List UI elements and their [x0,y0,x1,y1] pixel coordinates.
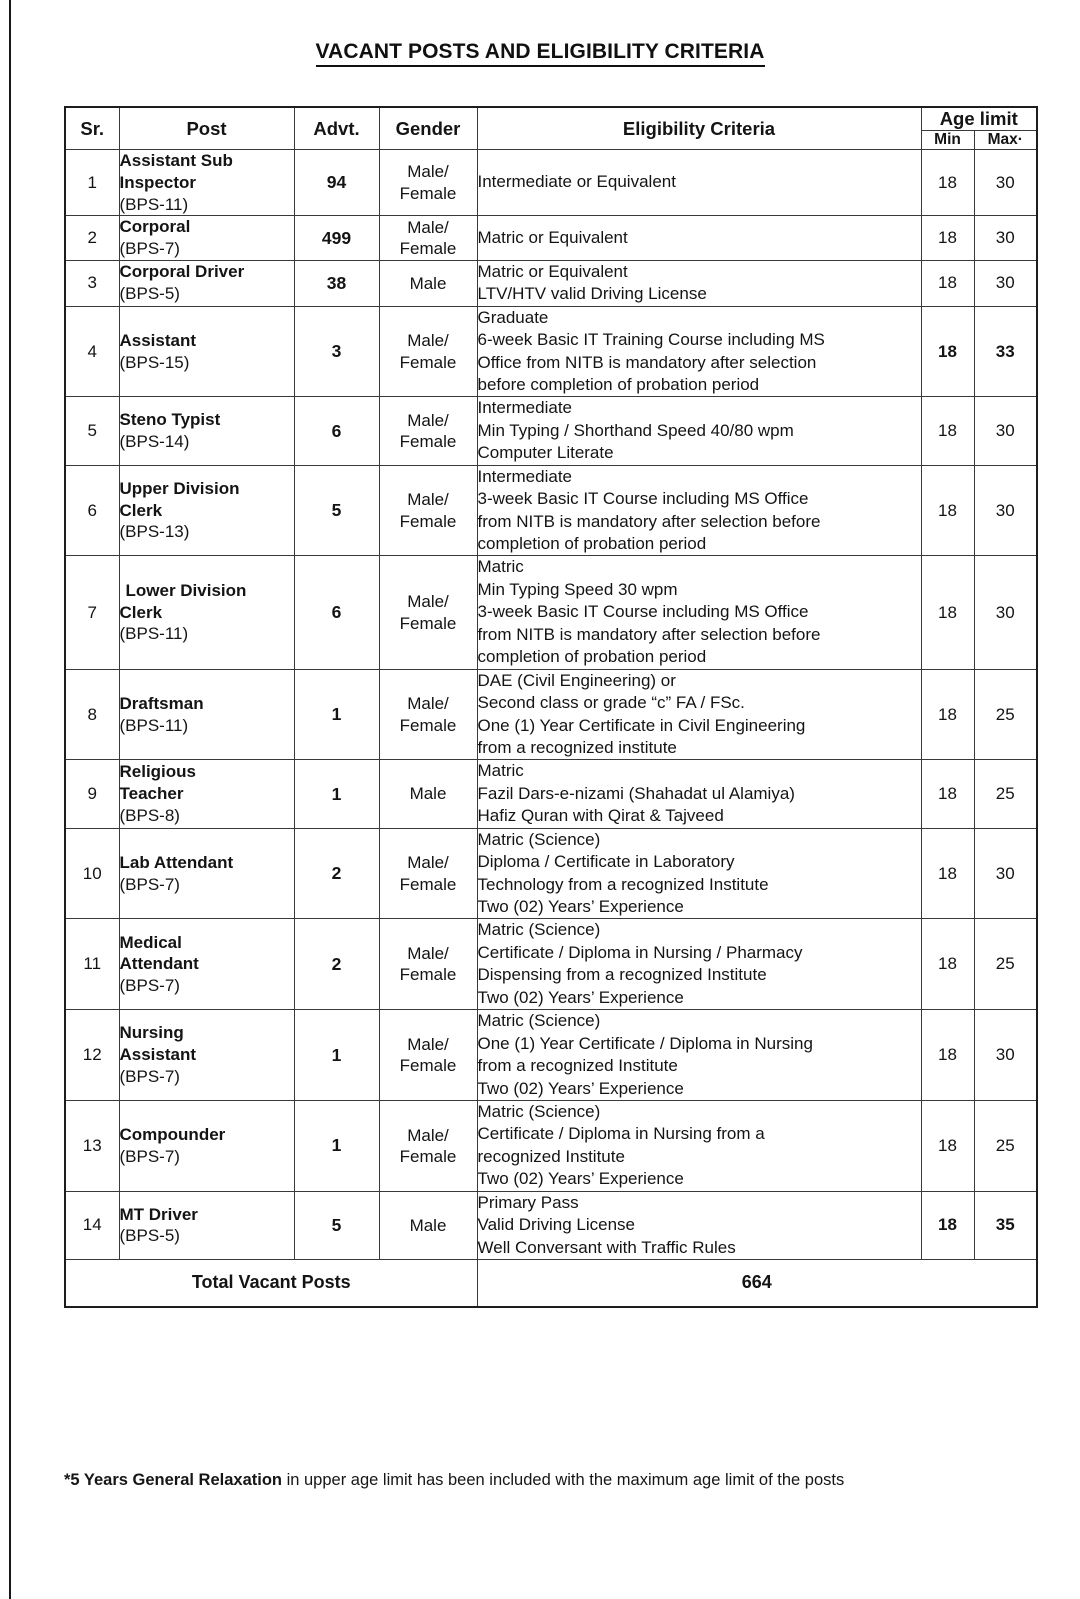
eligibility-line: from a recognized institute [477,737,677,757]
cell-eligibility [477,216,921,261]
eligibility-line: Min Typing / Shorthand Speed 40/80 wpm [477,420,794,440]
post-bps-scale: (BPS-11) [119,624,189,644]
post-bps-scale: (BPS-5) [119,1226,180,1246]
column-header-age-max: Max· [974,131,1037,150]
cell-age-min: 18 [921,216,974,261]
gender-line: Male/ [407,162,449,182]
cell-sr: 4 [65,306,119,397]
post-bps-scale: (BPS-7) [119,239,180,258]
cell-post [119,1010,294,1101]
footnote-bold-text: *5 Years General Relaxation [64,1471,282,1489]
cell-post [119,1100,294,1191]
cell-age-max: 33 [974,306,1037,397]
eligibility-line: Two (02) Years’ Experience [477,1078,684,1098]
cell-eligibility [477,1191,921,1259]
cell-age-max: 30 [974,150,1037,216]
gender-line: Male/ [407,694,449,714]
eligibility-line: Intermediate or Equivalent [477,172,676,192]
table-body [65,150,1037,1308]
eligibility-line: Matric (Science) [477,1101,601,1121]
cell-gender [379,1010,477,1101]
post-name: Steno Typist [119,410,221,430]
post-bps-scale: (BPS-5) [119,284,180,304]
gender-line: Male/ [407,1125,449,1145]
gender-line: Female [399,432,457,452]
eligibility-line: 3-week Basic IT Course including MS Office [477,489,809,509]
eligibility-line: Matric or Equivalent [477,227,628,247]
gender-line: Male/ [407,944,449,964]
cell-gender [379,216,477,261]
eligibility-line: from a recognized Institute [477,1056,678,1076]
cell-gender [379,306,477,397]
post-name: Medical [119,932,182,952]
cell-advt-count: 38 [294,260,379,306]
eligibility-line: LTV/HTV valid Driving License [477,284,707,304]
cell-age-min: 18 [921,760,974,828]
cell-sr: 3 [65,260,119,306]
cell-age-max: 30 [974,260,1037,306]
cell-advt-count: 1 [294,1100,379,1191]
post-name: Nursing [119,1023,184,1043]
cell-sr: 9 [65,760,119,828]
cell-age-min: 18 [921,260,974,306]
cell-eligibility [477,1010,921,1101]
cell-age-max: 30 [974,216,1037,261]
cell-sr: 6 [65,465,119,556]
gender-line: Male/ [407,853,449,873]
cell-age-min: 18 [921,1191,974,1259]
table-row [65,306,1037,397]
eligibility-line: from NITB is mandatory after selection before [477,624,821,644]
post-bps-scale: (BPS-15) [119,352,190,372]
eligibility-line: Diploma / Certificate in Laboratory [477,852,735,872]
eligibility-line: before completion of probation period [477,374,760,394]
cell-gender [379,260,477,306]
cell-gender [379,1191,477,1259]
cell-post [119,465,294,556]
table-row [65,1191,1037,1259]
cell-age-max: 30 [974,828,1037,919]
post-name-line2: Attendant [119,954,199,974]
cell-age-max: 25 [974,919,1037,1010]
eligibility-line: Two (02) Years’ Experience [477,987,684,1007]
gender-line: Male/ [407,1034,449,1054]
cell-age-max: 25 [974,760,1037,828]
post-name-line2: Assistant [119,1045,197,1065]
cell-eligibility [477,669,921,760]
table-row [65,260,1037,306]
table-row [65,828,1037,919]
cell-sr: 2 [65,216,119,261]
cell-age-max: 30 [974,465,1037,556]
post-name: Corporal Driver [119,262,245,282]
cell-advt-count: 1 [294,1010,379,1101]
page-title-text: VACANT POSTS AND ELIGIBILITY CRITERIA [316,40,765,67]
table-row [65,556,1037,669]
cell-sr: 1 [65,150,119,216]
eligibility-line: Computer Literate [477,443,614,463]
cell-eligibility [477,919,921,1010]
table-row [65,1010,1037,1101]
cell-gender [379,919,477,1010]
gender-line: Female [399,874,457,894]
eligibility-line: Primary Pass [477,1192,579,1212]
post-name-line2: Inspector [119,172,197,192]
eligibility-line: Hafiz Quran with Qirat & Tajveed [477,806,724,826]
cell-age-min: 18 [921,1010,974,1101]
cell-age-max: 35 [974,1191,1037,1259]
cell-post [119,306,294,397]
cell-eligibility [477,465,921,556]
cell-eligibility [477,760,921,828]
cell-age-max: 30 [974,556,1037,669]
column-header-age-limit: Age limit [921,107,1037,131]
post-name: Assistant Sub [119,151,233,170]
post-name-line2: Clerk [119,500,163,520]
eligibility-line: Matric [477,557,524,577]
page-title [0,40,1080,64]
cell-age-min: 18 [921,150,974,216]
gender-line: Male [409,1215,447,1235]
cell-gender [379,465,477,556]
post-bps-scale: (BPS-7) [119,976,180,996]
eligibility-line: Office from NITB is mandatory after selection [477,352,817,372]
gender-line: Male/ [407,490,449,510]
table-header [65,107,1037,150]
cell-post [119,150,294,216]
cell-advt-count: 6 [294,397,379,465]
cell-post [119,919,294,1010]
cell-sr: 10 [65,828,119,919]
cell-sr: 7 [65,556,119,669]
gender-line: Female [399,1146,457,1166]
column-header-sr: Sr. [65,107,119,150]
cell-age-min: 18 [921,556,974,669]
gender-line: Female [399,239,457,258]
cell-sr: 5 [65,397,119,465]
cell-age-max: 25 [974,669,1037,760]
post-bps-scale: (BPS-14) [119,432,190,452]
eligibility-line: Intermediate [477,398,572,418]
cell-post [119,260,294,306]
gender-line: Male/ [407,410,449,430]
cell-age-min: 18 [921,306,974,397]
post-name: Upper Division [119,478,240,498]
eligibility-line: Valid Driving License [477,1215,635,1235]
gender-line: Male/ [407,592,449,612]
post-bps-scale: (BPS-7) [119,1146,180,1166]
cell-sr: 8 [65,669,119,760]
eligibility-line: Intermediate [477,466,572,486]
cell-age-min: 18 [921,919,974,1010]
cell-age-min: 18 [921,397,974,465]
cell-post [119,1191,294,1259]
eligibility-line: 3-week Basic IT Course including MS Office [477,602,809,622]
eligibility-line: completion of probation period [477,647,707,667]
post-name: Lower Division [125,580,247,600]
table-row [65,669,1037,760]
cell-age-min: 18 [921,669,974,760]
cell-advt-count: 499 [294,216,379,261]
cell-eligibility [477,397,921,465]
gender-line: Female [399,715,457,735]
cell-advt-count: 1 [294,669,379,760]
eligibility-line: Well Conversant with Traffic Rules [477,1237,736,1257]
eligibility-line: Matric or Equivalent [477,261,628,281]
eligibility-line: recognized Institute [477,1146,625,1166]
footnote-rest-text: in upper age limit has been included with the maximum age limit of the posts [282,1471,845,1489]
post-bps-scale: (BPS-11) [119,715,189,735]
table-row [65,1100,1037,1191]
cell-eligibility [477,260,921,306]
post-name: Draftsman [119,693,204,713]
cell-eligibility [477,1100,921,1191]
column-header-post: Post [119,107,294,150]
cell-age-min: 18 [921,828,974,919]
gender-line: Female [399,965,457,985]
table-row [65,760,1037,828]
cell-advt-count: 1 [294,760,379,828]
cell-gender [379,828,477,919]
eligibility-line: 6-week Basic IT Training Course including MS [477,330,825,350]
gender-line: Female [399,183,457,203]
gender-line: Male [409,784,447,804]
cell-post [119,216,294,261]
cell-post [119,669,294,760]
eligibility-line: Matric [477,761,524,781]
eligibility-line: completion of probation period [477,534,707,553]
gender-line: Female [399,511,457,531]
footnote [64,1470,1036,1491]
eligibility-line: Two (02) Years’ Experience [477,1169,684,1189]
cell-advt-count: 2 [294,919,379,1010]
vacant-posts-table [64,106,1038,1308]
gender-line: Male [409,273,447,293]
cell-age-min: 18 [921,1100,974,1191]
column-header-age-min: Min [921,131,974,150]
cell-advt-count: 2 [294,828,379,919]
cell-gender [379,150,477,216]
table-row [65,397,1037,465]
cell-advt-count: 5 [294,465,379,556]
post-bps-scale: (BPS-8) [119,805,180,825]
post-name: Religious [119,762,197,782]
eligibility-line: Dispensing from a recognized Institute [477,965,767,985]
cell-advt-count: 3 [294,306,379,397]
eligibility-line: from NITB is mandatory after selection before [477,511,821,531]
eligibility-line: Graduate [477,307,549,327]
eligibility-line: Certificate / Diploma in Nursing / Pharmacy [477,942,803,962]
cell-gender [379,760,477,828]
eligibility-line: One (1) Year Certificate / Diploma in Nursing [477,1033,813,1053]
cell-gender [379,556,477,669]
total-label: Total Vacant Posts [65,1260,477,1308]
post-name-line2: Clerk [119,602,163,622]
post-name-line2: Teacher [119,784,184,804]
table-row [65,919,1037,1010]
eligibility-line: Fazil Dars-e-nizami (Shahadat ul Alamiya) [477,783,795,803]
eligibility-line: Two (02) Years’ Experience [477,897,684,916]
cell-age-max: 30 [974,397,1037,465]
header-row-main [65,107,1037,131]
cell-sr: 12 [65,1010,119,1101]
cell-eligibility [477,556,921,669]
column-header-advt: Advt. [294,107,379,150]
table-row [65,150,1037,216]
cell-eligibility [477,306,921,397]
eligibility-line: Certificate / Diploma in Nursing from a [477,1124,765,1144]
gender-line: Female [399,352,457,372]
column-header-eligibility: Eligibility Criteria [477,107,921,150]
cell-post [119,556,294,669]
cell-age-max: 25 [974,1100,1037,1191]
cell-sr: 14 [65,1191,119,1259]
eligibility-line: DAE (Civil Engineering) or [477,670,676,690]
post-name: Assistant [119,330,197,350]
post-name: Corporal [119,217,191,237]
eligibility-line: Min Typing Speed 30 wpm [477,579,678,599]
cell-post [119,397,294,465]
post-name: MT Driver [119,1204,198,1224]
gender-line: Male/ [407,331,449,351]
eligibility-line: Matric (Science) [477,920,601,940]
cell-age-max: 30 [974,1010,1037,1101]
eligibility-line: One (1) Year Certificate in Civil Engineering [477,715,806,735]
gender-line: Male/ [407,217,449,237]
eligibility-line: Matric (Science) [477,1011,601,1031]
cell-post [119,760,294,828]
post-bps-scale: (BPS-7) [119,874,180,894]
column-header-gender: Gender [379,107,477,150]
gender-line: Female [399,613,457,633]
cell-gender [379,669,477,760]
cell-gender [379,397,477,465]
total-value: 664 [477,1260,1037,1308]
eligibility-line: Matric (Science) [477,829,601,849]
post-bps-scale: (BPS-7) [119,1066,180,1086]
cell-eligibility [477,828,921,919]
post-name: Compounder [119,1125,226,1145]
cell-advt-count: 94 [294,150,379,216]
table-row [65,465,1037,556]
cell-age-min: 18 [921,465,974,556]
cell-advt-count: 5 [294,1191,379,1259]
post-bps-scale: (BPS-13) [119,522,190,542]
cell-advt-count: 6 [294,556,379,669]
cell-eligibility [477,150,921,216]
gender-line: Female [399,1056,457,1076]
total-row [65,1260,1037,1308]
post-bps-scale: (BPS-11) [119,194,189,214]
cell-post [119,828,294,919]
cell-gender [379,1100,477,1191]
cell-sr: 11 [65,919,119,1010]
table-row [65,216,1037,261]
post-name: Lab Attendant [119,852,234,872]
cell-sr: 13 [65,1100,119,1191]
eligibility-line: Second class or grade “c” FA / FSc. [477,693,745,713]
eligibility-line: Technology from a recognized Institute [477,874,769,894]
